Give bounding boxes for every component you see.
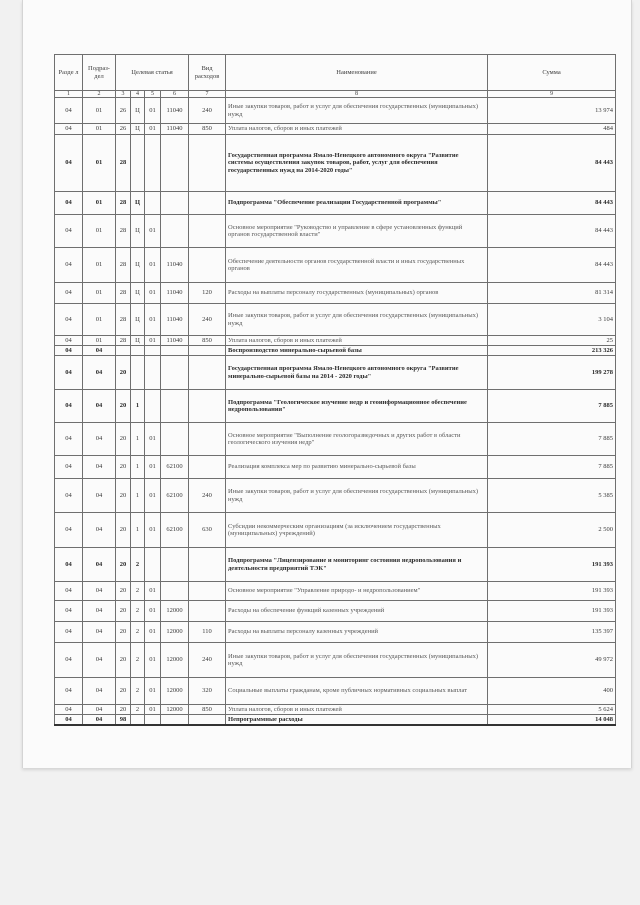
cell-subprogram: Ц [131,192,145,215]
column-number: 2 [83,91,116,98]
cell-razdel: 04 [55,643,83,678]
header-sum: Сумма [488,55,616,91]
cell-razdel: 04 [55,336,83,346]
cell-razdel: 04 [55,715,83,726]
cell-sum: 135 397 [488,622,616,643]
cell-activity: 01 [145,513,161,548]
cell-direction: 11040 [161,283,189,304]
cell-podrazdel: 01 [83,248,116,283]
table-row [55,601,616,622]
cell-activity [145,346,161,356]
cell-sum: 7 885 [488,390,616,423]
header-target: Целевая статья [116,55,189,91]
cell-sum: 84 443 [488,192,616,215]
cell-activity: 01 [145,283,161,304]
cell-sum: 3 104 [488,304,616,336]
cell-razdel: 04 [55,423,83,456]
cell-direction: 11040 [161,98,189,124]
header-razdel: Разде л [55,55,83,91]
cell-name: Воспроизводство минерально-сырьевой базы [226,346,488,356]
cell-sum: 199 278 [488,356,616,390]
cell-direction: 12000 [161,678,189,705]
cell-direction [161,192,189,215]
cell-name: Государственная программа Ямало-Ненецкого автономного округа "Развитие системы осуществления закупок товаров, работ, услуг для обеспечения государственных нужд на 2014-2020 годы" [226,135,488,192]
cell-program: 28 [116,248,131,283]
cell-vid [189,715,226,726]
cell-sum: 81 314 [488,283,616,304]
cell-razdel: 04 [55,356,83,390]
table-row [55,479,616,513]
cell-razdel: 04 [55,215,83,248]
cell-program: 28 [116,135,131,192]
cell-vid [189,135,226,192]
cell-razdel: 04 [55,135,83,192]
cell-vid [189,423,226,456]
cell-name: Подпрограмма "Геологическое изучение недр и геоинформационное обеспечение недропользования" [226,390,488,423]
cell-vid [189,346,226,356]
cell-vid: 240 [189,98,226,124]
cell-subprogram: Ц [131,283,145,304]
cell-vid: 850 [189,336,226,346]
cell-activity: 01 [145,479,161,513]
cell-activity [145,548,161,582]
cell-name: Иные закупки товаров, работ и услуг для обеспечения государственных (муниципальных) нужд [226,304,488,336]
cell-direction [161,715,189,726]
cell-program: 26 [116,124,131,135]
cell-sum: 7 885 [488,456,616,479]
cell-program: 20 [116,356,131,390]
table-row [55,705,616,715]
cell-sum: 49 972 [488,643,616,678]
cell-program: 20 [116,601,131,622]
cell-subprogram: Ц [131,98,145,124]
cell-direction: 12000 [161,601,189,622]
cell-subprogram: 2 [131,548,145,582]
cell-direction: 11040 [161,248,189,283]
cell-sum: 213 326 [488,346,616,356]
cell-sum: 2 500 [488,513,616,548]
cell-vid [189,390,226,423]
cell-sum: 84 443 [488,248,616,283]
cell-podrazdel: 01 [83,192,116,215]
cell-subprogram: 1 [131,390,145,423]
cell-program: 20 [116,678,131,705]
cell-podrazdel: 04 [83,390,116,423]
cell-sum: 400 [488,678,616,705]
cell-program: 20 [116,582,131,601]
cell-podrazdel: 04 [83,582,116,601]
table-row [55,390,616,423]
cell-program: 26 [116,98,131,124]
cell-direction [161,423,189,456]
cell-name: Расходы на выплаты персоналу казенных учреждений [226,622,488,643]
cell-podrazdel: 01 [83,98,116,124]
cell-razdel: 04 [55,390,83,423]
cell-razdel: 04 [55,304,83,336]
cell-program: 20 [116,423,131,456]
cell-sum: 84 443 [488,215,616,248]
cell-program: 28 [116,192,131,215]
cell-vid: 630 [189,513,226,548]
column-number: 1 [55,91,83,98]
cell-razdel: 04 [55,479,83,513]
cell-direction: 12000 [161,643,189,678]
cell-razdel: 04 [55,192,83,215]
cell-vid [189,582,226,601]
cell-name: Государственная программа Ямало-Ненецкого автономного округа "Развитие минерально-сырьевой базы на 2014 - 2020 годы" [226,356,488,390]
cell-direction: 11040 [161,304,189,336]
cell-program: 20 [116,390,131,423]
table-row [55,715,616,726]
cell-subprogram: 2 [131,601,145,622]
cell-razdel: 04 [55,601,83,622]
cell-vid: 120 [189,283,226,304]
cell-subprogram [131,346,145,356]
table-row [55,678,616,705]
column-number-row [55,91,616,98]
table-row [55,304,616,336]
table-row [55,622,616,643]
cell-podrazdel: 04 [83,346,116,356]
cell-subprogram: 1 [131,513,145,548]
cell-razdel: 04 [55,513,83,548]
cell-sum: 14 048 [488,715,616,726]
table-row [55,456,616,479]
cell-direction: 12000 [161,622,189,643]
cell-activity: 01 [145,678,161,705]
table-row [55,582,616,601]
cell-direction [161,346,189,356]
table-row [55,283,616,304]
cell-subprogram: 2 [131,582,145,601]
cell-vid [189,215,226,248]
cell-subprogram: Ц [131,248,145,283]
cell-direction [161,582,189,601]
cell-podrazdel: 04 [83,643,116,678]
cell-subprogram: 1 [131,456,145,479]
cell-subprogram: 2 [131,705,145,715]
cell-program [116,346,131,356]
cell-subprogram: Ц [131,304,145,336]
cell-razdel: 04 [55,582,83,601]
cell-name: Социальные выплаты гражданам, кроме публичных нормативных социальных выплат [226,678,488,705]
cell-vid: 850 [189,124,226,135]
cell-direction: 11040 [161,336,189,346]
cell-sum: 7 885 [488,423,616,456]
table-row [55,513,616,548]
cell-vid [189,248,226,283]
cell-vid: 240 [189,304,226,336]
cell-activity: 01 [145,582,161,601]
cell-activity: 01 [145,601,161,622]
cell-razdel: 04 [55,705,83,715]
cell-activity: 01 [145,248,161,283]
cell-podrazdel: 01 [83,124,116,135]
cell-podrazdel: 04 [83,513,116,548]
cell-activity [145,356,161,390]
cell-vid: 320 [189,678,226,705]
column-number: 6 [161,91,189,98]
cell-sum: 84 443 [488,135,616,192]
cell-program: 98 [116,715,131,726]
cell-name: Обеспечение деятельности органов государственной власти и иных государственных органов [226,248,488,283]
cell-activity: 01 [145,705,161,715]
cell-subprogram: 2 [131,622,145,643]
cell-activity [145,715,161,726]
cell-name: Основное мероприятие "Выполнение геологоразведочных и других работ в области геологического изучения недр" [226,423,488,456]
cell-vid: 240 [189,479,226,513]
cell-sum: 5 624 [488,705,616,715]
cell-activity: 01 [145,643,161,678]
cell-razdel: 04 [55,98,83,124]
cell-name: Расходы на выплаты персоналу государственных (муниципальных) органов [226,283,488,304]
cell-podrazdel: 04 [83,479,116,513]
table-row [55,423,616,456]
cell-program: 20 [116,705,131,715]
table-row [55,135,616,192]
cell-direction [161,390,189,423]
cell-sum: 191 393 [488,601,616,622]
cell-podrazdel: 04 [83,548,116,582]
cell-activity: 01 [145,622,161,643]
cell-podrazdel: 04 [83,601,116,622]
cell-sum: 5 385 [488,479,616,513]
cell-name: Уплата налогов, сборов и иных платежей [226,705,488,715]
cell-program: 20 [116,456,131,479]
cell-activity [145,192,161,215]
column-number: 5 [145,91,161,98]
cell-razdel: 04 [55,456,83,479]
cell-direction: 62100 [161,479,189,513]
table-row [55,336,616,346]
cell-vid [189,456,226,479]
cell-razdel: 04 [55,622,83,643]
cell-podrazdel: 04 [83,456,116,479]
cell-subprogram: 1 [131,479,145,513]
cell-sum: 25 [488,336,616,346]
cell-subprogram: 1 [131,423,145,456]
column-number: 8 [226,91,488,98]
cell-name: Расходы на обеспечение функций казенных учреждений [226,601,488,622]
column-number: 3 [116,91,131,98]
cell-razdel: 04 [55,248,83,283]
cell-name: Непрограммные расходы [226,715,488,726]
cell-podrazdel: 01 [83,283,116,304]
cell-activity: 01 [145,336,161,346]
cell-name: Иные закупки товаров, работ и услуг для обеспечения государственных (муниципальных) нужд [226,643,488,678]
table-row [55,124,616,135]
cell-podrazdel: 04 [83,705,116,715]
cell-program: 28 [116,283,131,304]
cell-program: 28 [116,336,131,346]
cell-program: 20 [116,479,131,513]
cell-razdel: 04 [55,124,83,135]
cell-vid [189,601,226,622]
cell-program: 28 [116,215,131,248]
table-row [55,192,616,215]
cell-activity: 01 [145,423,161,456]
cell-subprogram [131,356,145,390]
cell-name: Уплата налогов, сборов и иных платежей [226,336,488,346]
cell-vid [189,356,226,390]
cell-subprogram: 2 [131,678,145,705]
column-number: 9 [488,91,616,98]
table-row [55,98,616,124]
cell-vid [189,192,226,215]
cell-podrazdel: 04 [83,423,116,456]
header-podrazdel: Подраз- дел [83,55,116,91]
cell-podrazdel: 01 [83,215,116,248]
cell-subprogram: Ц [131,215,145,248]
cell-sum: 13 974 [488,98,616,124]
cell-name: Иные закупки товаров, работ и услуг для обеспечения государственных (муниципальных) нужд [226,98,488,124]
cell-direction [161,215,189,248]
cell-subprogram: Ц [131,336,145,346]
table-row [55,356,616,390]
cell-vid: 240 [189,643,226,678]
cell-direction: 11040 [161,124,189,135]
table-header-row [55,55,616,91]
cell-name: Иные закупки товаров, работ и услуг для обеспечения государственных (муниципальных) нужд [226,479,488,513]
cell-name: Основное мероприятие "Управление природо- и недропользованием" [226,582,488,601]
cell-activity [145,135,161,192]
cell-vid [189,548,226,582]
cell-name: Подпрограмма "Лицензирование и мониторинг состояния недропользования и деятельности предприятий ТЭК" [226,548,488,582]
cell-activity: 01 [145,304,161,336]
cell-activity: 01 [145,215,161,248]
cell-activity: 01 [145,456,161,479]
cell-podrazdel: 04 [83,715,116,726]
cell-sum: 191 393 [488,582,616,601]
table-row [55,248,616,283]
cell-vid: 110 [189,622,226,643]
cell-program: 20 [116,548,131,582]
table-row [55,215,616,248]
table-row [55,643,616,678]
cell-sum: 191 393 [488,548,616,582]
table-row [55,346,616,356]
column-number: 7 [189,91,226,98]
header-name: Наименование [226,55,488,91]
cell-name: Реализация комплекса мер по развитию минерально-сырьевой базы [226,456,488,479]
cell-subprogram: 2 [131,643,145,678]
cell-podrazdel: 04 [83,622,116,643]
cell-activity: 01 [145,98,161,124]
cell-subprogram [131,715,145,726]
cell-name: Уплата налогов, сборов и иных платежей [226,124,488,135]
cell-sum: 484 [488,124,616,135]
cell-activity: 01 [145,124,161,135]
cell-razdel: 04 [55,283,83,304]
cell-name: Основное мероприятие "Руководство и управление в сфере установленных функций органов государственной власти" [226,215,488,248]
cell-program: 20 [116,513,131,548]
cell-razdel: 04 [55,346,83,356]
table-row [55,548,616,582]
cell-program: 20 [116,622,131,643]
cell-program: 20 [116,643,131,678]
cell-name: Субсидии некоммерческим организациям (за исключением государственных (муниципальных) учреждений) [226,513,488,548]
cell-subprogram [131,135,145,192]
cell-direction: 12000 [161,705,189,715]
cell-subprogram: Ц [131,124,145,135]
cell-podrazdel: 01 [83,336,116,346]
cell-direction: 62100 [161,456,189,479]
cell-podrazdel: 01 [83,304,116,336]
cell-direction: 62100 [161,513,189,548]
cell-razdel: 04 [55,548,83,582]
cell-direction [161,135,189,192]
cell-podrazdel: 01 [83,135,116,192]
cell-podrazdel: 04 [83,356,116,390]
header-vid: Вид расходов [189,55,226,91]
cell-direction [161,548,189,582]
cell-program: 28 [116,304,131,336]
column-number: 4 [131,91,145,98]
budget-table [54,54,616,726]
cell-name: Подпрограмма "Обеспечение реализации Государственной программы" [226,192,488,215]
cell-razdel: 04 [55,678,83,705]
cell-vid: 850 [189,705,226,715]
cell-podrazdel: 04 [83,678,116,705]
cell-direction [161,356,189,390]
cell-activity [145,390,161,423]
